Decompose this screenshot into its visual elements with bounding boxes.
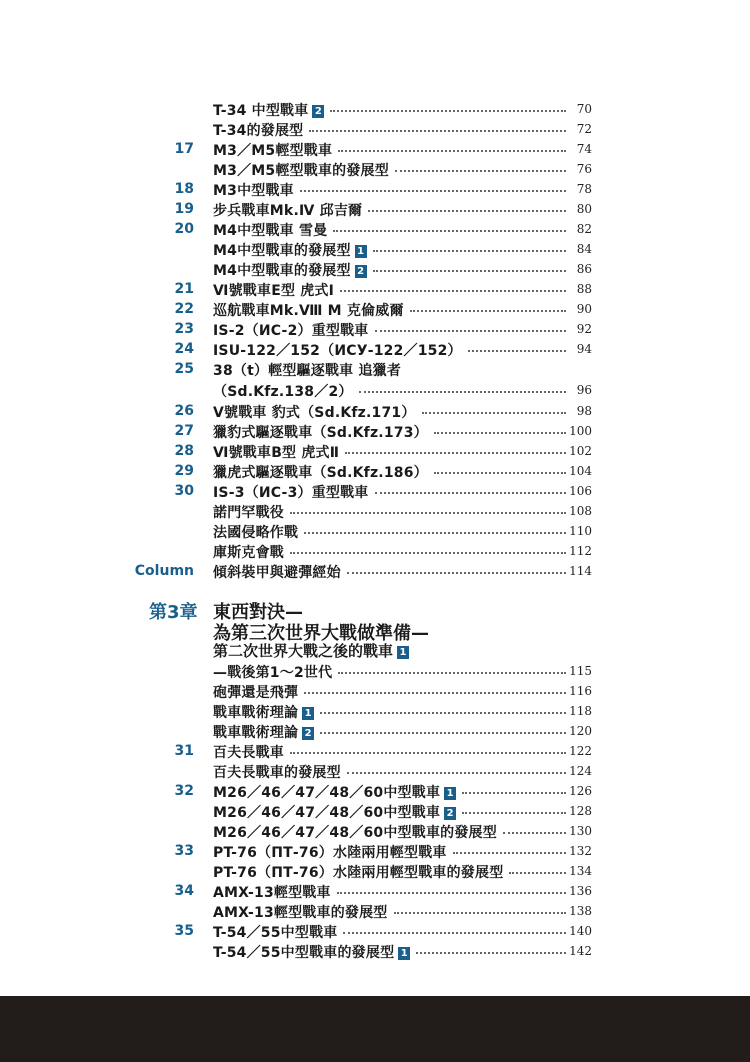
toc-entry [0, 661, 750, 681]
entry-number: 28 [174, 443, 194, 459]
dot-leader [290, 512, 566, 514]
toc-entry [0, 199, 750, 219]
entry-title [213, 260, 367, 280]
entry-title-text: IS-3（ИC-3）重型戰車 [213, 485, 369, 501]
toc-entry [0, 441, 750, 461]
entry-number: 29 [174, 463, 194, 479]
toc-entry [0, 179, 750, 199]
dot-leader [309, 130, 566, 132]
entry-title-text: ISU-122／152（ИCУ-122／152） [213, 343, 462, 359]
page-number: 98 [576, 404, 592, 418]
dot-leader [416, 952, 566, 954]
page-number: 70 [576, 102, 592, 116]
entry-title [213, 280, 334, 300]
page-number: 114 [569, 564, 592, 578]
entry-title [213, 742, 284, 762]
entry-title-text: T-34 中型戰車 [213, 103, 309, 119]
entry-title-text: 砲彈還是飛彈 [213, 685, 299, 701]
entry-number: 25 [174, 361, 194, 377]
entry-title [213, 862, 503, 882]
page-number: 110 [569, 524, 592, 538]
footer-bar [0, 996, 750, 1062]
page-number: 96 [576, 383, 592, 397]
dot-leader [434, 432, 566, 434]
entry-title [213, 140, 332, 160]
entry-title-text: PT-76（ПТ-76）水陸兩用輕型戰車 [213, 845, 447, 861]
entry-title-text: T-54／55中型戰車的發展型 [213, 945, 395, 961]
table-of-contents-chapter3 [0, 661, 750, 961]
entry-title-text: M3中型戰車 [213, 183, 294, 199]
dot-leader [304, 692, 566, 694]
entry-title [213, 482, 369, 502]
entry-number: 19 [174, 201, 194, 217]
page-number: 140 [569, 924, 592, 938]
page-number: 104 [569, 464, 592, 478]
page-number: 80 [576, 202, 592, 216]
page-number: 106 [569, 484, 592, 498]
entry-title-text: AMX-13輕型戰車 [213, 885, 331, 901]
page-number: 88 [576, 282, 592, 296]
toc-entry [0, 821, 750, 841]
dot-leader [422, 412, 566, 414]
page-number: 118 [569, 704, 592, 718]
dot-leader [343, 932, 566, 934]
toc-entry [0, 319, 750, 339]
entry-title-text: T-34的發展型 [213, 123, 304, 139]
dot-leader [290, 752, 566, 754]
entry-title [213, 402, 416, 422]
entry-title-text: PT-76（ПТ-76）水陸兩用輕型戰車的發展型 [213, 865, 504, 881]
dot-leader [340, 290, 566, 292]
entry-number: 32 [174, 783, 194, 799]
entry-title-text: 步兵戰車Mk.Ⅳ 邱吉爾 [213, 203, 363, 219]
page-number: 120 [569, 724, 592, 738]
entry-title-text: 傾斜裝甲與避彈經始 [213, 565, 341, 581]
entry-title-text: Ⅵ號戰車E型 虎式Ⅰ [213, 283, 335, 299]
page-number: 84 [576, 242, 592, 256]
toc-entry [0, 239, 750, 259]
part-badge: 2 [302, 727, 314, 740]
entry-title [213, 942, 410, 962]
table-of-contents [0, 99, 750, 581]
toc-entry [0, 421, 750, 441]
toc-entry [0, 501, 750, 521]
toc-entry [0, 461, 750, 481]
page-number: 116 [569, 684, 592, 698]
page-number: 128 [569, 804, 592, 818]
toc-entry [0, 881, 750, 901]
page-number: 138 [569, 904, 592, 918]
entry-title-text: IS-2（ИC-2）重型戰車 [213, 323, 369, 339]
part-badge: 1 [398, 947, 410, 960]
entry-title-text: M26／46／47／48／60中型戰車 [213, 785, 441, 801]
dot-leader [320, 712, 566, 714]
entry-title [213, 702, 314, 722]
entry-title-text: —戰後第1～2世代 [213, 665, 333, 681]
toc-entry [0, 380, 750, 401]
entry-title [213, 722, 314, 742]
toc-entry [0, 681, 750, 701]
toc-entry [0, 701, 750, 721]
dot-leader [290, 552, 566, 554]
toc-entry [0, 761, 750, 781]
toc-entry [0, 941, 750, 961]
entry-title [213, 381, 353, 401]
dot-leader [320, 732, 566, 734]
page-number: 76 [576, 162, 592, 176]
entry-title [213, 542, 284, 562]
page-number: 92 [576, 322, 592, 336]
entry-title [213, 462, 428, 482]
entry-title [213, 120, 303, 140]
part-badge: 2 [355, 265, 367, 278]
toc-entry [0, 721, 750, 741]
entry-number: 33 [174, 843, 194, 859]
toc-entry [0, 801, 750, 821]
dot-leader [375, 330, 566, 332]
entry-title-text: AMX-13輕型戰車的發展型 [213, 905, 388, 921]
part-badge: 1 [444, 787, 456, 800]
page-number: 74 [576, 142, 592, 156]
entry-title [213, 442, 339, 462]
page-number: 90 [576, 302, 592, 316]
entry-title [213, 522, 298, 542]
dot-leader [503, 832, 566, 834]
entry-title [213, 922, 337, 942]
dot-leader [468, 350, 566, 352]
toc-entry [0, 921, 750, 941]
dot-leader [373, 270, 566, 272]
entry-number: 31 [174, 743, 194, 759]
entry-title-text: M4中型戰車的發展型 [213, 243, 351, 259]
toc-entry [0, 901, 750, 921]
entry-number: 18 [174, 181, 194, 197]
page-number: 72 [576, 122, 592, 136]
toc-entry [0, 139, 750, 159]
entry-title-text: T-54／55中型戰車 [213, 925, 338, 941]
entry-title-text: M26／46／47／48／60中型戰車的發展型 [213, 825, 497, 841]
page-number: 108 [569, 504, 592, 518]
entry-number: 24 [174, 341, 194, 357]
entry-title [213, 340, 462, 360]
toc-entry [0, 279, 750, 299]
entry-title [213, 762, 341, 782]
toc-entry [0, 219, 750, 239]
entry-title [213, 902, 388, 922]
page-number: 78 [576, 182, 592, 196]
dot-leader [304, 532, 566, 534]
entry-title-text: （Sd.Kfz.138／2） [213, 384, 353, 400]
entry-title-text: 獵豹式驅逐戰車（Sd.Kfz.173） [213, 425, 428, 441]
chapter-subtitle [213, 640, 409, 661]
page-number: 100 [569, 424, 592, 438]
dot-leader [338, 672, 566, 674]
dot-leader [462, 812, 566, 814]
toc-entry [0, 481, 750, 501]
page-number: 82 [576, 222, 592, 236]
page-number: 102 [569, 444, 592, 458]
toc-entry [0, 159, 750, 179]
dot-leader [337, 892, 566, 894]
entry-number: 21 [174, 281, 194, 297]
chapter-subtitle-badge: 1 [397, 646, 409, 659]
entry-title [213, 822, 497, 842]
entry-title [213, 802, 456, 822]
page-number: 132 [569, 844, 592, 858]
part-badge: 1 [302, 707, 314, 720]
entry-title [213, 220, 327, 240]
page-number: 142 [569, 944, 592, 958]
entry-title-text: M26／46／47／48／60中型戰車 [213, 805, 441, 821]
dot-leader [333, 230, 566, 232]
entry-title [213, 300, 404, 320]
chapter-title-line1: 東西對決— [213, 602, 303, 623]
entry-number: 34 [174, 883, 194, 899]
entry-title [213, 562, 341, 582]
toc-entry [0, 521, 750, 541]
dot-leader [338, 150, 566, 152]
chapter-title-line2: 為第三次世界大戰做準備— [213, 623, 429, 644]
dot-leader [462, 792, 566, 794]
entry-title [213, 842, 447, 862]
dot-leader [410, 310, 566, 312]
entry-title [213, 180, 294, 200]
entry-title [213, 320, 369, 340]
part-badge: 2 [444, 807, 456, 820]
dot-leader [395, 170, 566, 172]
chapter-subtitle-text: 第二次世界大戰之後的戰車 [213, 642, 394, 660]
dot-leader [394, 912, 566, 914]
page-number: 112 [569, 544, 592, 558]
toc-entry [0, 541, 750, 561]
entry-title-text: 百夫長戰車 [213, 745, 284, 761]
toc-entry [0, 119, 750, 139]
entry-title-text: M3／M5輕型戰車的發展型 [213, 163, 389, 179]
entry-title [213, 240, 367, 260]
entry-title [213, 200, 362, 220]
entry-title [213, 160, 389, 180]
chapter-number: 第3章 [149, 602, 198, 623]
entry-title [213, 882, 331, 902]
entry-title-text: 戰車戰術理論 [213, 725, 299, 741]
entry-title [213, 502, 284, 522]
dot-leader [300, 190, 566, 192]
page-number: 124 [569, 764, 592, 778]
entry-title [213, 422, 428, 442]
toc-entry [0, 359, 750, 380]
entry-title-text: M4中型戰車的發展型 [213, 263, 351, 279]
entry-title [213, 100, 324, 120]
page-number: 134 [569, 864, 592, 878]
toc-entry [0, 401, 750, 421]
dot-leader [375, 492, 566, 494]
toc-entry [0, 259, 750, 279]
entry-title-text: 法國侵略作戰 [213, 525, 299, 541]
entry-title [213, 782, 456, 802]
dot-leader [345, 452, 566, 454]
dot-leader [330, 110, 566, 112]
entry-title-text: 百夫長戰車的發展型 [213, 765, 341, 781]
page-number: 136 [569, 884, 592, 898]
entry-number: Column [134, 563, 194, 579]
entry-title [213, 360, 401, 380]
entry-title-text: M4中型戰車 雪曼 [213, 223, 328, 239]
dot-leader [368, 210, 566, 212]
toc-entry [0, 561, 750, 581]
page-number: 94 [576, 342, 592, 356]
page-number: 130 [569, 824, 592, 838]
entry-number: 27 [174, 423, 194, 439]
toc-entry [0, 841, 750, 861]
dot-leader [373, 250, 566, 252]
part-badge: 2 [312, 105, 324, 118]
entry-number: 23 [174, 321, 194, 337]
page-number: 115 [569, 664, 592, 678]
toc-entry [0, 99, 750, 119]
entry-number: 35 [174, 923, 194, 939]
toc-entry [0, 861, 750, 881]
dot-leader [359, 391, 566, 393]
entry-number: 17 [174, 141, 194, 157]
dot-leader [347, 772, 566, 774]
entry-title-text: Ⅵ號戰車B型 虎式Ⅱ [213, 445, 340, 461]
entry-title [213, 662, 332, 682]
entry-title-text: 諾門罕戰役 [213, 505, 284, 521]
entry-number: 22 [174, 301, 194, 317]
part-badge: 1 [355, 245, 367, 258]
toc-entry [0, 741, 750, 761]
entry-number: 20 [174, 221, 194, 237]
dot-leader [434, 472, 566, 474]
toc-entry [0, 339, 750, 359]
page-number: 126 [569, 784, 592, 798]
entry-title-text: M3／M5輕型戰車 [213, 143, 333, 159]
page-number: 122 [569, 744, 592, 758]
entry-title-text: 戰車戰術理論 [213, 705, 299, 721]
toc-entry [0, 781, 750, 801]
entry-number: 26 [174, 403, 194, 419]
entry-title-text: 庫斯克會戰 [213, 545, 284, 561]
entry-title [213, 682, 298, 702]
page-number: 86 [576, 262, 592, 276]
dot-leader [509, 872, 566, 874]
entry-title-text: 38（t）輕型驅逐戰車 追獵者 [213, 363, 402, 379]
entry-title-text: 獵虎式驅逐戰車（Sd.Kfz.186） [213, 465, 428, 481]
toc-entry [0, 299, 750, 319]
entry-title-text: 巡航戰車Mk.Ⅷ M 克倫威爾 [213, 303, 404, 319]
dot-leader [347, 572, 566, 574]
dot-leader [453, 852, 566, 854]
entry-title-text: Ⅴ號戰車 豹式（Sd.Kfz.171） [213, 405, 416, 421]
entry-number: 30 [174, 483, 194, 499]
